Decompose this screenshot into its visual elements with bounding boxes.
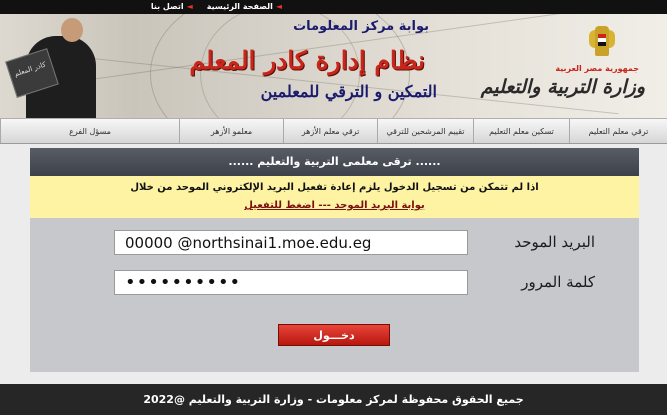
nav-item-teacher-promotion[interactable]: ترقي معلم التعليم xyxy=(569,119,667,143)
book-text: كادر المعلم xyxy=(13,60,47,79)
arrow-left-icon: ◄ xyxy=(186,2,193,11)
top-bar xyxy=(0,0,667,14)
email-row xyxy=(30,230,639,256)
site-title: بوابة مركز المعلومات xyxy=(293,19,429,34)
notice-text: اذا لم تتمكن من تسجيل الدخول يلزم إعادة تفعيل البريد الإلكتروني الموحد من خلال xyxy=(130,182,539,193)
nav-item-teacher-placement[interactable]: تسكين معلم التعليم xyxy=(473,119,569,143)
contact-link[interactable] xyxy=(151,2,193,11)
graduate-face xyxy=(61,18,83,42)
activation-link[interactable]: بوابة البريد الموحد --- اضغط للتفعيل xyxy=(244,200,425,211)
eagle-shield xyxy=(598,34,606,46)
nav-item-branch-admin[interactable]: مسؤل الفرع xyxy=(0,119,179,143)
password-label: كلمة المرور xyxy=(521,273,595,291)
email-field[interactable] xyxy=(114,230,468,255)
login-panel xyxy=(30,148,639,372)
login-button[interactable]: دخـــول xyxy=(278,324,390,346)
country-name: جمهورية مصر العربية xyxy=(555,64,639,73)
home-link[interactable] xyxy=(207,2,282,11)
home-link-label: الصفحة الرئيسية xyxy=(206,2,273,11)
graduate-figure-image xyxy=(6,18,96,118)
nav-item-candidate-evaluation[interactable]: تقييم المرشحين للترقي xyxy=(377,119,473,143)
password-row xyxy=(30,270,639,296)
ministry-logo-text: وزارة التربية والتعليم xyxy=(480,76,645,98)
top-links xyxy=(151,2,282,11)
activation-notice xyxy=(30,176,639,218)
eagle-emblem-icon xyxy=(589,22,615,60)
header-banner xyxy=(0,14,667,118)
footer-copyright: جميع الحقوق محفوظة لمركز معلومات - وزارة التربية والتعليم @2022 xyxy=(0,384,667,415)
nav-item-azhar-promotion[interactable]: ترقي معلم الأزهر xyxy=(283,119,377,143)
nav-item-azhar-teachers[interactable]: معلمو الأزهر xyxy=(179,119,283,143)
panel-heading: ...... ترقى معلمى التربية والتعليم ...... xyxy=(30,148,639,176)
arrow-left-icon: ◄ xyxy=(275,2,282,11)
main-nav xyxy=(0,118,667,144)
contact-link-label: اتصل بنا xyxy=(150,2,184,11)
email-label: البريد الموحد xyxy=(514,233,595,251)
sub-title: التمكين و الترقي للمعلمين xyxy=(260,82,437,101)
password-field[interactable] xyxy=(114,270,468,295)
main-title: نظام إدارة كادر المعلم xyxy=(189,46,425,75)
